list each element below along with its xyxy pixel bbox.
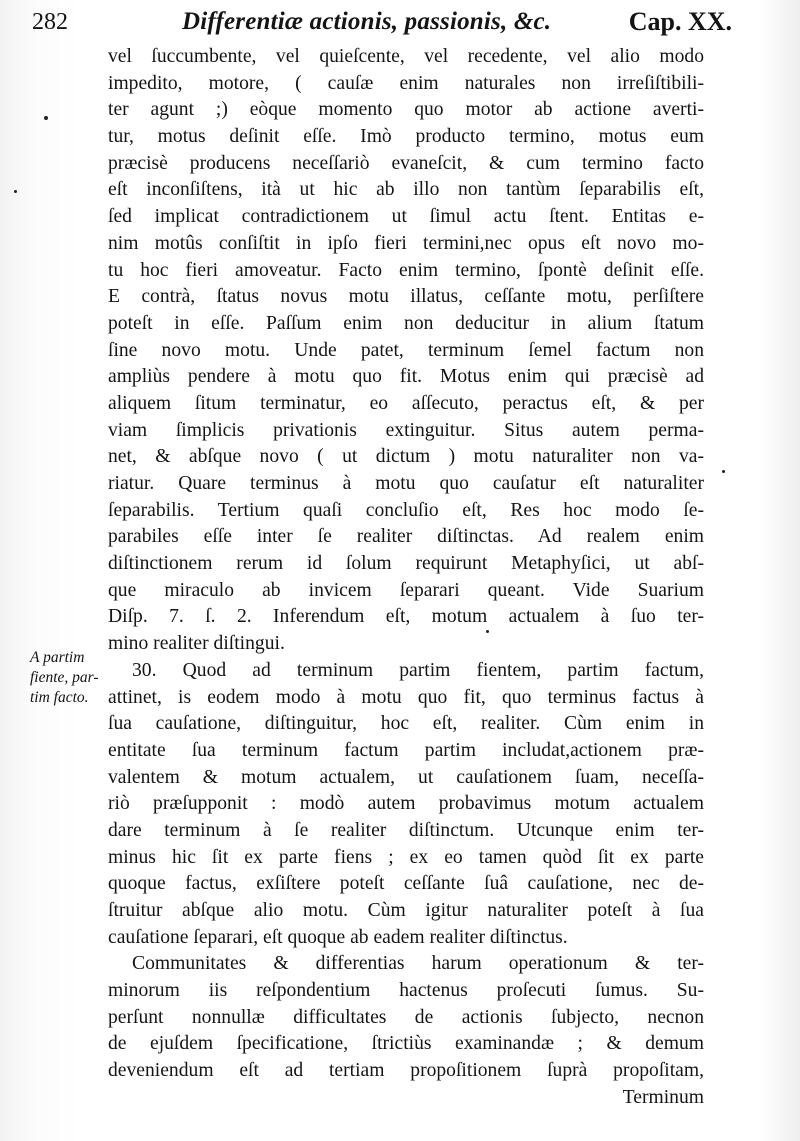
text-line: riatur. Quare terminus à motu quo cauſatur eſt naturaliter <box>108 473 704 494</box>
text-line: parabiles eſſe inter ſe realiter diſtinctas. Ad realem enim <box>108 526 704 548</box>
text-line: mino realiter diſtingui. <box>108 633 285 655</box>
margin-note-line: tim facto. <box>30 689 89 706</box>
ink-speck <box>44 116 48 120</box>
text-line: tur, motus deſinit eſſe. Imò producto termino, motus eum <box>108 126 704 148</box>
text-line: net, & abſque novo ( ut dictum ) motu naturaliter non va- <box>108 446 704 468</box>
text-line: que miraculo ab invicem ſeparari queant. Vide Suarium <box>108 579 704 601</box>
text-line: ampliùs pendere à motu quo fit. Motus enim qui præcisè ad <box>108 366 704 388</box>
text-line: ſeparabilis. Tertium quaſi concluſio eſt, Res hoc modo ſe- <box>108 499 704 521</box>
margin-note-line: A partim <box>30 649 85 666</box>
text-line: poteſt in eſſe. Paſſum enim non deducitur in alium ſtatum <box>108 312 704 334</box>
text-line: de ejuſdem ſpecificatione, ſtrictiùs examinandæ ; & demum <box>108 1033 704 1055</box>
text-line: ſua cauſatione, diſtinguitur, hoc eſt, realiter. Cùm enim in <box>108 713 704 735</box>
text-line: aliquem ſitum terminatur, eo aſſecuto, peractus eſt, & per <box>108 392 704 414</box>
text-line: vel ſuccumbente, vel quieſcente, vel recedente, vel alio modo <box>108 46 704 67</box>
text-line-paragraph-start: 30. Quod ad terminum partim fientem, partim factum, <box>132 659 704 681</box>
text-line: cauſatione ſeparari, eſt quoque ab eadem realiter diſtinctus. <box>108 926 568 948</box>
text-line: attinet, is eodem modo à motu quo fit, quo terminus factus à <box>108 686 704 708</box>
text-line: ſtruitur abſque alio motu. Cùm igitur naturaliter poteſt à ſua <box>108 900 704 921</box>
catchword: Terminum <box>622 1086 704 1108</box>
text-line: Diſp. 7. ſ. 2. Inferendum eſt, motum actualem à ſuo ter- <box>108 606 704 628</box>
text-line: entitate ſua terminum factum partim includat,actionem præ- <box>108 739 704 761</box>
ink-speck <box>14 190 17 193</box>
text-line: valentem & motum actualem, ut cauſationem ſuam, neceſſa- <box>108 766 704 788</box>
text-line: viam ſimplicis privationis extinguitur. Situs autem perma- <box>108 419 704 441</box>
page-number: 282 <box>32 9 68 35</box>
text-line: eſt inconſiſtens, ità ut hic ab illo non tantùm ſeparabilis eſt, <box>108 179 704 201</box>
chapter-label: Cap. XX. <box>628 7 732 36</box>
text-line-paragraph-start: Communitates & differentias harum operationum & ter- <box>132 953 704 975</box>
text-line: deveniendum eſt ad tertiam propoſitionem ſuprà propoſitam, <box>108 1060 704 1082</box>
text-line: diſtinctionem rerum id ſolum requirunt Metaphyſici, ut abſ- <box>108 553 704 575</box>
running-title: Differentiæ actionis, passionis, &c. <box>182 8 552 35</box>
text-line: dare terminum à ſe realiter diſtinctum. Utcunque enim ter- <box>108 819 704 841</box>
ink-speck <box>486 630 489 633</box>
body-text <box>108 44 704 1112</box>
ink-speck <box>722 470 725 473</box>
text-line: ſine novo motu. Unde patet, terminum ſemel factum non <box>108 339 704 361</box>
text-line: riò præſupponit : modò autem probavimus motum actualem <box>108 793 704 815</box>
margin-note-line: fiente, par- <box>30 669 99 686</box>
text-line: præcisè producens neceſſariò evaneſcit, & cum termino facto <box>108 152 704 174</box>
text-line: quoque factus, exſiſtere poteſt ceſſante ſuâ cauſatione, nec de- <box>108 873 704 895</box>
text-line: ter agunt ;) eòque momento quo motor ab actione averti- <box>108 99 704 121</box>
text-line: tu hoc fieri amoveatur. Facto enim termino, ſpontè deſinit eſſe. <box>108 259 704 281</box>
margin-note <box>30 648 106 708</box>
text-line: ſed implicat contradictionem ut ſimul actu ſtent. Entitas e- <box>108 206 704 228</box>
text-line: perſunt nonnullæ difficultates de actionis ſubjecto, necnon <box>108 1006 704 1028</box>
text-line: impedito, motore, ( cauſæ enim naturales non irreſiſtibili- <box>108 72 704 94</box>
text-line: minus hic ſit ex parte fiens ; ex eo tamen quòd ſit ex parte <box>108 846 704 868</box>
text-line: minorum iis reſpondentium hactenus proſecuti ſumus. Su- <box>108 980 704 1002</box>
running-head <box>32 6 732 40</box>
text-line: E contrà, ſtatus novus motu illatus, ceſſante motu, perſiſtere <box>108 286 704 308</box>
text-line: nim motûs conſiſtit in ipſo fieri termini,nec opus eſt novo mo- <box>108 232 704 254</box>
